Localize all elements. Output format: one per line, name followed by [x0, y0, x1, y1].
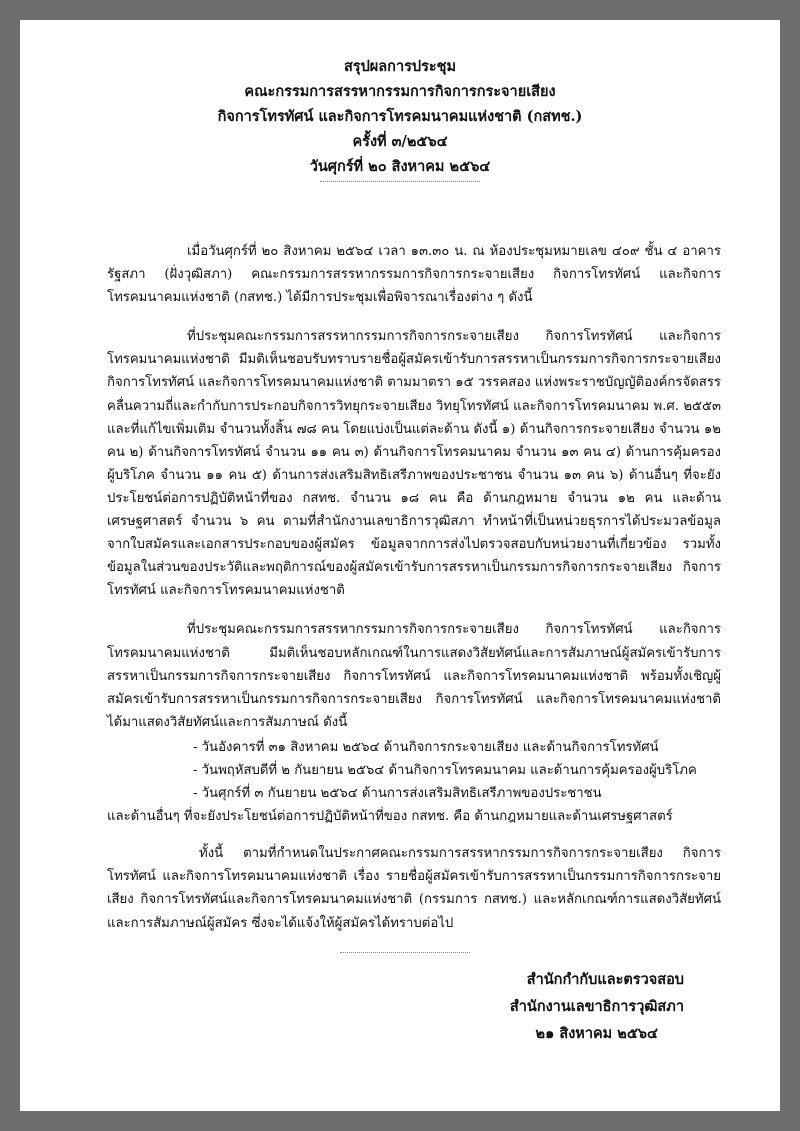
paragraph-closing: ทั้งนี้ ตามที่กำหนดในประกาศคณะกรรมการสรรหากรรมการกิจการกระจายเสียง กิจการโทรทัศน์ และกิจการโทรคมนาคมแห่งชาติ เรื่อง รายชื่อผู้สมัครเข้ารับการสรรหาเป็นกรรมการกิจการกระจายเสียง กิจการโทรทัศน์และกิจการโทรคมนาคมแห่งชาติ (กรรมการ กสทช.) และหลักเกณฑ์การแสดงวิสัยทัศน์และการสัมภาษณ์ผู้สมัคร ซึ่งจะได้แจ้งให้ผู้สมัครได้ทราบต่อไป [107, 846, 721, 931]
schedule-item: - วันศุกร์ที่ ๓ กันยายน ๒๕๖๔ ด้านการส่งเสริมสิทธิเสรีภาพของประชาชน [193, 786, 602, 802]
signature-block [510, 966, 684, 1047]
header-meeting-date: วันศุกร์ที่ ๒๐ สิงหาคม ๒๕๖๔ [309, 158, 491, 175]
header-title: สรุปผลการประชุม [343, 58, 457, 75]
document-header [20, 54, 780, 179]
paragraph-applicants: ที่ประชุมคณะกรรมการสรรหากรรมการกิจการกระจายเสียง กิจการโทรทัศน์ และกิจการโทรคมนาคมแห่งชาติ มีมติเห็นชอบรับทราบรายชื่อผู้สมัครเข้ารับการสรรหาเป็นกรรมการกิจการกระจายเสียง กิจการโทรทัศน์ และกิจการโทรคมนาคมแห่งชาติ ตามมาตรา ๑๕ วรรคสอง แห่งพระราชบัญญัติองค์กรจัดสรรคลื่นความถี่และกำกับการประกอบกิจการวิทยุกระจายเสียง วิทยุโทรทัศน์ และกิจการโทรคมนาคม พ.ศ. ๒๕๕๓ และที่แก้ไขเพิ่มเติม จำนวนทั้งสิ้น ๗๘ คน โดยแบ่งเป็นแต่ละด้าน ดังนี้ ๑) ด้านกิจการกระจายเสียง จำนวน ๑๒ คน ๒) ด้านกิจการโทรทัศน์ จำนวน ๑๑ คน ๓) ด้านกิจการโทรคมนาคม จำนวน ๑๓ คน ๔) ด้านการคุ้มครองผู้บริโภค จำนวน ๑๑ คน ๕) ด้านการส่งเสริมสิทธิเสรีภาพของประชาชน จำนวน ๑๓ คน ๖) ด้านอื่นๆ ที่จะยังประโยชน์ต่อการปฏิบัติหน้าที่ของ กสทช. จำนวน ๑๘ คน คือ ด้านกฎหมาย จำนวน ๑๒ คน และด้านเศรษฐศาสตร์ จำนวน ๖ คน ตามที่สำนักงานเลขาธิการวุฒิสภา ทำหน้าที่เป็นหน่วยธุรการได้ประมวลข้อมูลจากใบสมัครและเอกสารประกอบของผู้สมัคร ข้อมูลจากการส่งไปตรวจสอบกับหน่วยงานที่เกี่ยวข้อง รวมทั้งข้อมูลในส่วนของประวัติและพฤติการณ์ของผู้สมัครเข้ารับการสรรหาเป็นกรรมการกิจการกระจายเสียง กิจการโทรทัศน์ และกิจการโทรคมนาคมแห่งชาติ [107, 329, 721, 599]
schedule-item-continuation: และด้านอื่นๆ ที่จะยังประโยชน์ต่อการปฏิบัติหน้าที่ของ กสทช. คือ ด้านกฎหมายและด้านเศรษฐศาสตร์ [107, 809, 673, 825]
header-divider [320, 181, 480, 182]
paragraph-intro: เมื่อวันศุกร์ที่ ๒๐ สิงหาคม ๒๕๖๔ เวลา ๑๓.๓๐ น. ณ ห้องประชุมหมายเลข ๔๐๙ ชั้น ๔ อาคารรัฐสภา (ฝั่งวุฒิสภา) คณะกรรมการสรรหากรรมการกิจการกระจายเสียง กิจการโทรทัศน์ และกิจการโทรคมนาคมแห่งชาติ (กสทช.) ได้มีการประชุมเพื่อพิจารณาเรื่องต่าง ๆ ดังนี้ [107, 244, 721, 306]
header-committee: คณะกรรมการสรรหากรรมการกิจการกระจายเสียง [244, 83, 556, 100]
header-meeting-number: ครั้งที่ ๓/๒๕๖๔ [352, 133, 448, 150]
paragraph-criteria: ที่ประชุมคณะกรรมการสรรหากรรมการกิจการกระจายเสียง กิจการโทรทัศน์ และกิจการโทรคมนาคมแห่งชาติ มีมติเห็นชอบหลักเกณฑ์ในการแสดงวิสัยทัศน์และการสัมภาษณ์ผู้สมัครเข้ารับการสรรหาเป็นกรรมการกิจการกระจายเสียง กิจการโทรทัศน์ และกิจการโทรคมนาคมแห่งชาติ พร้อมทั้งเชิญผู้สมัครเข้ารับการสรรหาเป็นกรรมการกิจการกระจายเสียง กิจการโทรทัศน์ และกิจการโทรคมนาคมแห่งชาติ ได้มาแสดงวิสัยทัศน์และการสัมภาษณ์ ดังนี้ [107, 622, 721, 730]
signature-office: สำนักกำกับและตรวจสอบ [526, 971, 684, 988]
document-body [107, 240, 721, 951]
document-page [20, 20, 780, 1111]
footer-divider [340, 952, 470, 953]
signature-secretariat: สำนักงานเลขาธิการวุฒิสภา [509, 998, 684, 1015]
schedule-item: - วันพฤหัสบดีที่ ๒ กันยายน ๒๕๖๔ ด้านกิจการโทรคมนาคม และด้านการคุ้มครองผู้บริโภค [193, 762, 697, 778]
header-organization: กิจการโทรทัศน์ และกิจการโทรคมนาคมแห่งชาติ (กสทช.) [217, 108, 583, 125]
signature-date: ๒๑ สิงหาคม ๒๕๖๔ [535, 1025, 658, 1042]
schedule-item: - วันอังคารที่ ๓๑ สิงหาคม ๒๕๖๔ ด้านกิจการกระจายเสียง และด้านกิจการโทรทัศน์ [193, 739, 659, 755]
schedule-list [107, 736, 721, 828]
